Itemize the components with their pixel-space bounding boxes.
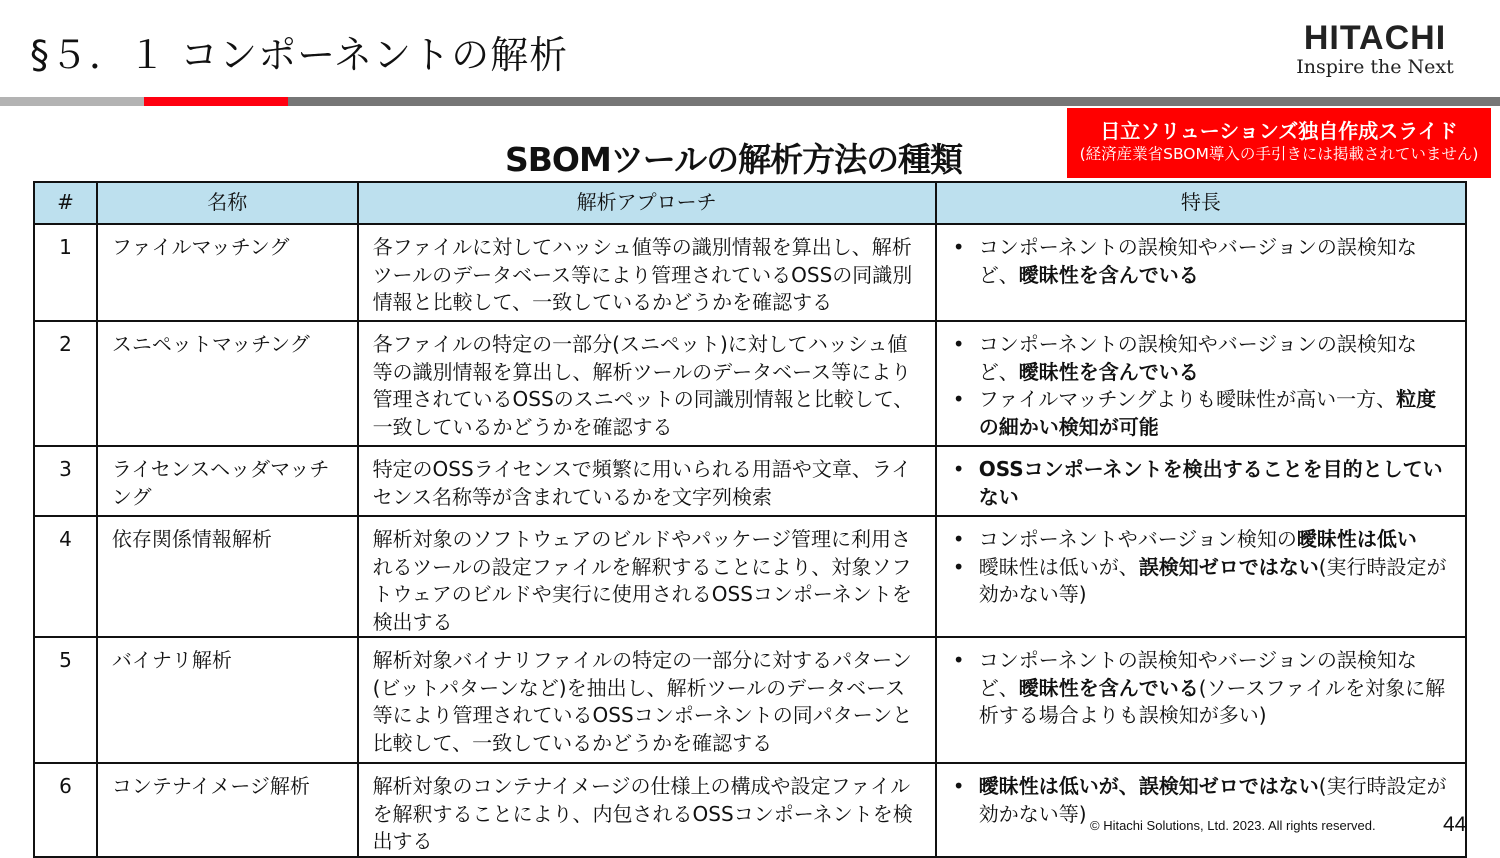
feature-text: コンポーネントの誤検知やバージョンの誤検知など、 xyxy=(978,648,1417,700)
method-features xyxy=(936,446,1466,516)
table-row xyxy=(34,637,1466,763)
divider-bar-red xyxy=(144,97,288,106)
feature-text: (実行時設定が効かない等) xyxy=(978,554,1447,606)
logo-name: HITACHI xyxy=(1303,19,1447,57)
feature-item xyxy=(951,386,1451,441)
method-approach: 各ファイルの特定の一部分(スニペット)に対してハッシュ値等の識別情報を算出し、解析ツールのデータベース等により管理されているOSSのスニペットの同識別情報と比較して、一致しているかどうかを確認する xyxy=(358,321,936,446)
notice-line1: 日立ソリューションズ独自作成スライド xyxy=(1100,119,1458,143)
header-features: 特長 xyxy=(936,182,1466,224)
row-number: 2 xyxy=(34,321,97,446)
feature-emphasis: 誤検知ゼロではない xyxy=(1138,554,1319,579)
method-name: コンテナイメージ解析 xyxy=(97,763,358,857)
hitachi-logo xyxy=(1270,20,1480,78)
feature-list xyxy=(951,331,1451,441)
divider-bar-light xyxy=(0,97,144,106)
table-header-row xyxy=(34,182,1466,224)
header-num: # xyxy=(34,182,97,224)
feature-emphasis: 曖昧性は低いが、誤検知ゼロではない xyxy=(978,774,1319,798)
row-number: 1 xyxy=(34,224,97,321)
feature-text: コンポーネントの誤検知やバージョンの誤検知など、 xyxy=(978,332,1417,384)
copyright: © Hitachi Solutions, Ltd. 2023. All rights reserved. xyxy=(1090,818,1376,833)
row-number: 5 xyxy=(34,637,97,763)
feature-text: コンポーネントやバージョン検知の xyxy=(978,527,1297,551)
divider-bar-gray xyxy=(288,97,1500,106)
method-approach: 解析対象バイナリファイルの特定の一部分に対するパターン(ビットパターンなど)を抽出し、解析ツールのデータベース等により管理されているOSSコンポーネントの同パターンと比較して、一致しているかどうかを確認する xyxy=(358,637,936,763)
feature-text: コンポーネントの誤検知やバージョンの誤検知など、 xyxy=(978,235,1417,287)
method-features xyxy=(936,516,1466,637)
header-approach: 解析アプローチ xyxy=(358,182,936,224)
method-approach: 解析対象のコンテナイメージの仕様上の構成や設定ファイルを解釈することにより、内包されるOSSコンポーネントを検出する xyxy=(358,763,936,857)
feature-list xyxy=(951,526,1451,609)
method-features xyxy=(936,224,1466,321)
feature-item xyxy=(951,234,1451,289)
table-row xyxy=(34,516,1466,637)
feature-item xyxy=(951,647,1451,730)
logo-tagline: Inspire the Next xyxy=(1296,56,1454,78)
table-row xyxy=(34,446,1466,516)
method-features xyxy=(936,637,1466,763)
notice-box xyxy=(1067,108,1491,178)
feature-emphasis: 曖昧性は低い xyxy=(1296,527,1417,551)
feature-item xyxy=(951,331,1451,386)
header-name: 名称 xyxy=(97,182,358,224)
table-row xyxy=(34,763,1466,857)
method-features xyxy=(936,321,1466,446)
method-approach: 解析対象のソフトウェアのビルドやパッケージ管理に利用されるツールの設定ファイルを解釈することにより、対象ソフトウェアのビルドや実行に使用されるOSSコンポーネントを検出する xyxy=(358,516,936,637)
feature-emphasis: 曖昧性を含んでいる xyxy=(1018,359,1199,384)
method-approach: 特定のOSSライセンスで頻繁に用いられる用語や文章、ライセンス名称等が含まれているかを文字列検索 xyxy=(358,446,936,516)
feature-list xyxy=(951,234,1451,289)
method-name: ファイルマッチング xyxy=(97,224,358,321)
row-number: 3 xyxy=(34,446,97,516)
feature-emphasis: 曖昧性を含んでいる xyxy=(1018,675,1199,700)
feature-list xyxy=(951,456,1451,511)
method-name: ライセンスヘッダマッチング xyxy=(97,446,358,516)
row-number: 6 xyxy=(34,763,97,857)
row-number: 4 xyxy=(34,516,97,637)
feature-item xyxy=(951,554,1451,609)
method-name: バイナリ解析 xyxy=(97,637,358,763)
feature-item xyxy=(951,456,1451,511)
table-title: SBOMツールの解析方法の種類 xyxy=(505,140,963,179)
notice-line2: (経済産業省SBOM導入の手引きには掲載されていません) xyxy=(1079,145,1479,163)
feature-text: (実行時設定が効かない等) xyxy=(978,774,1447,826)
feature-emphasis: 曖昧性を含んでいる xyxy=(1018,262,1199,287)
feature-text: (ソースファイルを対象に解析する場合よりも誤検知が多い) xyxy=(978,675,1446,727)
table-row xyxy=(34,321,1466,446)
method-features xyxy=(936,763,1466,857)
feature-item xyxy=(951,526,1451,554)
feature-text: 曖昧性は低いが、 xyxy=(978,554,1139,579)
method-name: 依存関係情報解析 xyxy=(97,516,358,637)
analysis-methods-table xyxy=(33,181,1467,858)
feature-emphasis: OSSコンポーネントを検出することを目的としていない xyxy=(978,457,1443,509)
feature-emphasis: 粒度の細かい検知が可能 xyxy=(978,387,1437,439)
method-approach: 各ファイルに対してハッシュ値等の識別情報を算出し、解析ツールのデータベース等により管理されているOSSの同識別情報と比較して、一致しているかどうかを確認する xyxy=(358,224,936,321)
feature-text: ファイルマッチングよりも曖昧性が高い一方、 xyxy=(978,387,1397,411)
method-name: スニペットマッチング xyxy=(97,321,358,446)
page-number: 44 xyxy=(1443,813,1467,836)
slide-title: §５．１ コンポーネントの解析 xyxy=(30,33,569,77)
table-row xyxy=(34,224,1466,321)
feature-list xyxy=(951,647,1451,730)
